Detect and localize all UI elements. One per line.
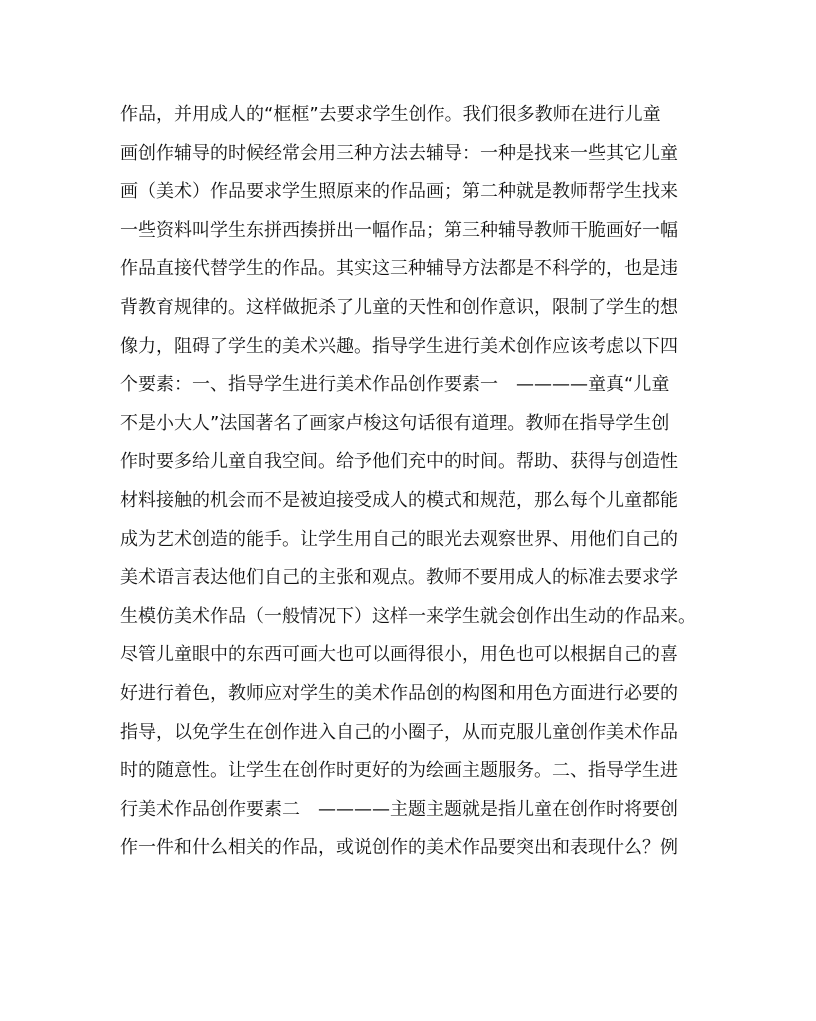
text-line: 好进行着色，教师应对学生的美术作品创的构图和用色方面进行必要的 [120, 682, 678, 704]
text-line: 一些资料叫学生东拼西揍拼出一幅作品；第三种辅导教师干脆画好一幅 [120, 219, 678, 241]
text-line: 材料接触的机会而不是被迫接受成人的模式和规范，那么每个儿童都能 [120, 489, 678, 511]
text-line: 指导，以免学生在创作进入自己的小圈子，从而克服儿童创作美术作品 [120, 721, 678, 743]
body-text [120, 96, 710, 868]
text-line: 美术语言表达他们自己的主张和观点。教师不要用成人的标准去要求学 [120, 567, 678, 589]
text-line: 作一件和什么相关的作品，或说创作的美术作品要突出和表现什么？例 [120, 837, 678, 859]
text-line: 尽管儿童眼中的东西可画大也可以画得很小，用色也可以根据自己的喜 [120, 644, 678, 666]
text-line: 行美术作品创作要素二 ————主题主题就是指儿童在创作时将要创 [120, 798, 678, 820]
text-line: 时的随意性。让学生在创作时更好的为绘画主题服务。二、指导学生进 [120, 760, 678, 782]
text-line: 背教育规律的。这样做扼杀了儿童的天性和创作意识，限制了学生的想 [120, 296, 678, 318]
text-line: 作时要多给儿童自我空间。给予他们充中的时间。帮助、获得与创造性 [120, 451, 678, 473]
text-line: 画（美术）作品要求学生照原来的作品画；第二种就是教师帮学生找来 [120, 181, 678, 203]
text-line: 作品，并用成人的“框框”去要求学生创作。我们很多教师在进行儿童 [120, 104, 661, 125]
text-line: 个要素：一、指导学生进行美术作品创作要素一 ————童真“儿童 [120, 374, 670, 396]
text-line: 不是小大人”法国著名了画家卢梭这句话很有道理。教师在指导学生创 [120, 412, 670, 434]
text-line: 像力，阻碍了学生的美术兴趣。指导学生进行美术创作应该考虑以下四 [120, 335, 678, 357]
text-line: 作品直接代替学生的作品。其实这三种辅导方法都是不科学的，也是违 [120, 258, 678, 280]
text-line: 成为艺术创造的能手。让学生用自己的眼光去观察世界、用他们自己的 [120, 528, 678, 550]
text-line: 画创作辅导的时候经常会用三种方法去辅导：一种是找来一些其它儿童 [120, 142, 678, 164]
text-line: 生模仿美术作品（一般情况下）这样一来学生就会创作出生动的作品来。 [120, 605, 696, 627]
